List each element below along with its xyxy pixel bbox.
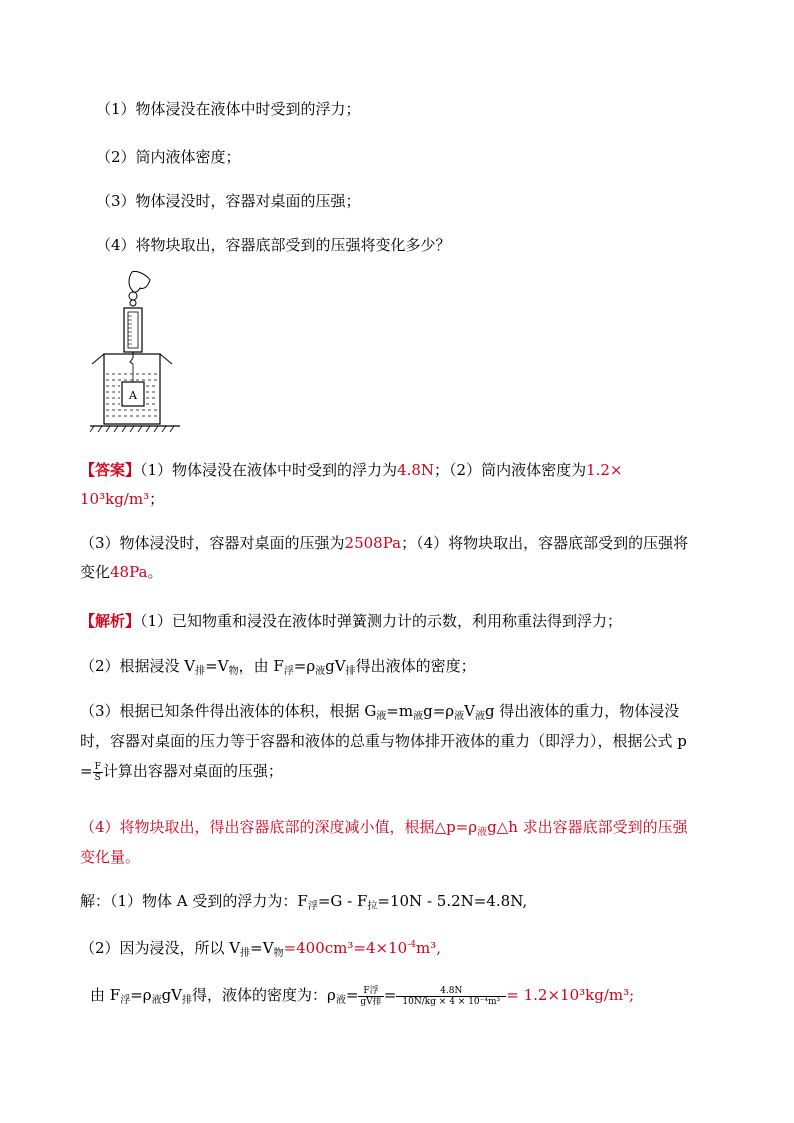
pressure-fraction: $\frac{F}{S}$ <box>94 761 101 783</box>
analysis-tag: 【解析】 <box>80 612 141 630</box>
answer-tag: 【答案】 <box>80 461 141 479</box>
answer-value-3: 2508Pa <box>344 534 402 552</box>
analysis-para-4-line-1: （4）将物块取出，得出容器底部的深度减小值，根据$\triangle p=\rho_液g\triangle h$ 求出容器底部受到的压强 <box>80 818 688 838</box>
question-1: （1）物体浸没在液体中时受到的浮力； <box>96 100 361 118</box>
answer-line-4: 变化48Pa。 <box>80 563 163 581</box>
block-label: A <box>129 389 137 402</box>
answer-value-2: 1.2× <box>586 461 623 479</box>
analysis-para-4-line-2: 变化量。 <box>80 848 141 866</box>
analysis-para-1: 【解析】（1）已知物重和浸没在液体时弹簧测力计的示数，利用称重法得到浮力； <box>80 612 623 630</box>
solution-line-3: 由 $F_浮=\rho_液gV_排$得，液体的密度为：$\rho_液=$ $\frac{\text{F浮}}{\text{gV排}}$ = $\frac{4.8N}{\text{10N/kg × 4 × 10⁻⁴m³}}$ = 1.2×10³kg/m³; <box>90 985 635 1007</box>
answer-value-4: 48Pa <box>110 563 148 581</box>
analysis-para-3-line-3: = $\frac{F}{S}$ 计算出容器对桌面的压强； <box>80 761 283 783</box>
density-fraction-symbolic: $\frac{\text{F浮}}{\text{gV排}}$ <box>360 985 382 1007</box>
analysis-para-3-line-1: （3）根据已知条件得出液体的体积，根据 $G_液=m_液g=\rho_液V_液g$ 得出液体的重力，物体浸没 <box>80 702 680 722</box>
answer-line-3: （3）物体浸没时，容器对桌面的压强为2508Pa；（4）将物块取出，容器底部受到的压强将 <box>80 534 689 552</box>
density-fraction-numeric: $\frac{4.8N}{\text{10N/kg × 4 × 10⁻⁴m³}}$ <box>396 986 506 1007</box>
answer-value-1: 4.8N <box>397 461 435 479</box>
analysis-para-2: （2）根据浸没 $V_排=V_物$，由 $F_浮=\rho_液gV_排$得出液体的密度； <box>80 657 476 677</box>
question-4: （4）将物块取出，容器底部受到的压强将变化多少？ <box>96 236 451 254</box>
question-3: （3）物体浸没时，容器对桌面的压强； <box>96 192 361 210</box>
answer-line-2: 10³kg/m³； <box>80 490 165 508</box>
question-2: （2）筒内液体密度； <box>96 148 241 166</box>
solution-line-2: （2）因为浸没，所以 $V_排=V_物=400cm^3=4\times 10^{-4}m^3$, <box>80 939 441 959</box>
apparatus-figure <box>88 270 188 438</box>
solution-line-1: 解：（1）物体 A 受到的浮力为：$F_浮=G - F_拉=10N - 5.2N=4.8N$, <box>80 892 528 912</box>
answer-line-1: 【答案】（1）物体浸没在液体中时受到的浮力为4.8N；（2）筒内液体密度为1.2× <box>80 461 623 479</box>
analysis-para-3-line-2: 时，容器对桌面的压力等于容器和液体的总重与物体排开液体的重力（即浮力），根据公式 p <box>80 732 687 750</box>
